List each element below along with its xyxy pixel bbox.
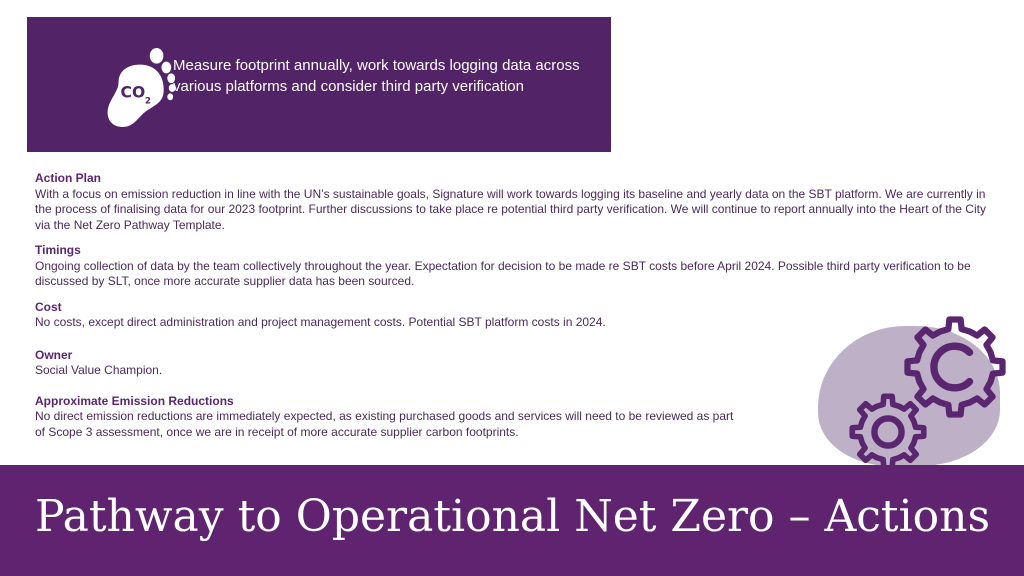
section-body: No costs, except direct administration and project management costs. Potential SBT platform costs in 2024. — [35, 315, 606, 329]
section-body: Ongoing collection of data by the team collectively throughout the year. Expectation for decision to be made re SBT costs before April 2024. Possible third party verification to be discussed by SLT, once more accurate supplier data has been sourced. — [35, 258, 971, 288]
co2-subscript: 2 — [144, 96, 151, 107]
section-body: With a focus on emission reduction in line with the UN’s sustainable goals, Signature will work towards logging its baseline and yearly data on the SBT platform. We are currently in the process of finalising data for our 2023 footprint. Further discussions to take place re potential third party verification. We will continue to report annually into the Heart of the City via the Net Zero Pathway Template. — [35, 186, 986, 232]
section-action-plan — [35, 171, 995, 233]
section-heading: Approximate Emission Reductions — [35, 393, 234, 408]
section-body: Social Value Champion. — [35, 363, 163, 377]
co2-label: CO — [120, 83, 146, 102]
section-timings — [35, 243, 995, 290]
section-heading: Timings — [35, 243, 81, 257]
section-cost — [35, 300, 995, 331]
section-heading: Owner — [35, 347, 73, 362]
section-heading: Cost — [35, 299, 62, 314]
gear-icon — [848, 392, 928, 472]
page-title: Pathway to Operational Net Zero – Actions — [35, 491, 991, 542]
section-body-line-1: No direct emission reductions are immediately expected, as existing purchased goods and services will need to be reviewed as part — [35, 409, 734, 423]
title-bar — [0, 465, 1024, 576]
co2-footprint-icon — [101, 47, 179, 129]
section-body-line-2: of Scope 3 assessment, once we are in receipt of more accurate supplier carbon footprints. — [35, 424, 519, 439]
section-heading: Action Plan — [35, 171, 102, 185]
info-banner — [27, 17, 611, 152]
banner-text: Measure footprint annually, work towards logging data across various platforms and consider third party verification — [173, 57, 580, 95]
